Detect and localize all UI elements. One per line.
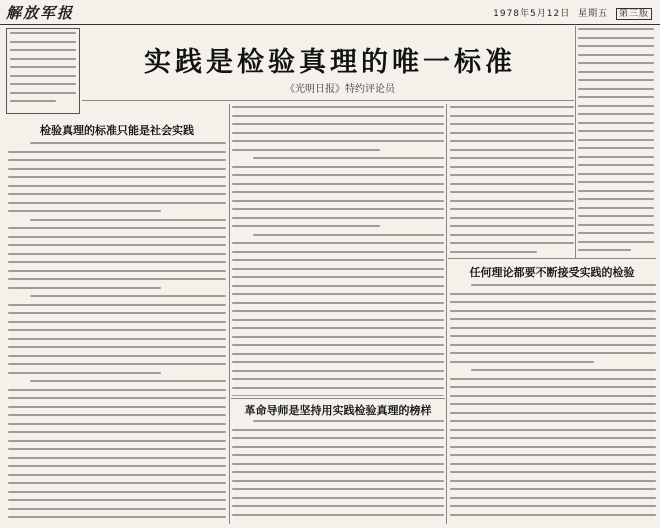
body-column-3-lower xyxy=(450,284,656,522)
column-rule xyxy=(575,26,576,258)
column-rule xyxy=(229,104,230,524)
body-column-4 xyxy=(578,28,654,256)
masthead xyxy=(0,0,660,25)
paper-name: 解放军报 xyxy=(6,4,75,22)
body-column-2 xyxy=(232,106,444,396)
section-rule xyxy=(231,398,445,399)
subhead-2: 革命导师是坚持用实践检验真理的榜样 xyxy=(244,404,432,417)
subhead-3: 任何理论都要不断接受实践的检验 xyxy=(469,266,635,279)
date-line xyxy=(489,6,652,19)
issue-date: 1978年5月12日 xyxy=(493,9,571,19)
article-headline: 实践是检验真理的唯一标准 xyxy=(144,47,516,78)
headline-rule xyxy=(82,100,574,101)
article-byline: 《光明日报》特约评论员 xyxy=(285,84,395,95)
editor-note-text xyxy=(10,32,76,110)
page-number: 第三版 xyxy=(616,8,652,20)
body-column-1 xyxy=(8,142,226,522)
body-column-2-lower xyxy=(232,420,444,522)
column-rule xyxy=(446,104,447,524)
body-column-3 xyxy=(450,106,574,256)
issue-weekday: 星期五 xyxy=(578,9,609,19)
section-rule xyxy=(448,258,656,259)
subhead-1: 检验真理的标准只能是社会实践 xyxy=(40,124,194,137)
editor-note-box xyxy=(6,28,80,114)
